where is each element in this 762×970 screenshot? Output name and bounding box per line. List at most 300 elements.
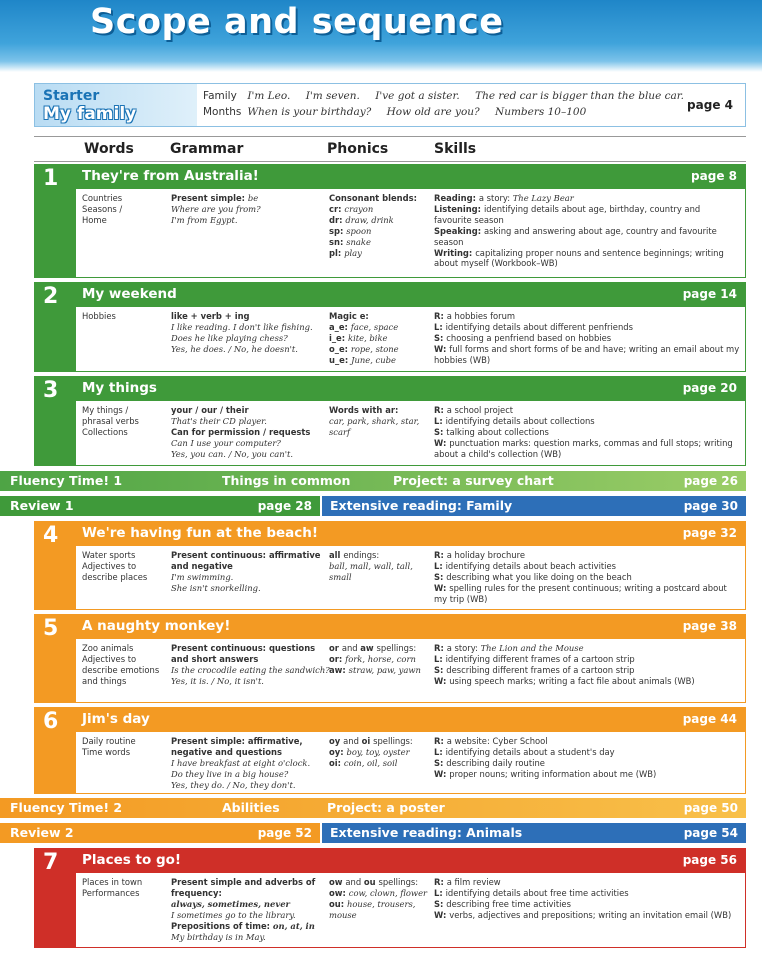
text-fragment: aw [360, 643, 377, 653]
unit-page: page 32 [682, 526, 737, 540]
extensive-reading-label: Extensive reading: Animals [330, 825, 523, 840]
text-line [434, 643, 740, 654]
text-fragment: car, park, shark, star, [329, 415, 420, 426]
review-label: Review 1 [10, 498, 74, 513]
unit-number-block [35, 165, 76, 277]
text-line [171, 643, 325, 654]
text-fragment: scarf [329, 426, 351, 437]
extensive-reading-page: page 54 [683, 826, 738, 840]
text-fragment: identifying details about age, birthday, country and favourite season [434, 203, 701, 225]
fluency-strip-2 [0, 798, 746, 818]
text-line [434, 583, 740, 605]
skills-cell [434, 193, 740, 269]
words-cell [82, 405, 166, 438]
text-line [434, 561, 740, 572]
text-line [171, 344, 325, 355]
text-line: describe emotions [82, 664, 160, 675]
text-fragment: and negative [171, 560, 233, 571]
text-fragment: using speech marks; writing a fact file about animals (WB) [449, 675, 695, 686]
text-line [329, 204, 427, 215]
text-line [434, 333, 740, 344]
text-line [329, 550, 427, 561]
text-line [434, 427, 740, 438]
words-cell [82, 550, 166, 583]
text-fragment: face, space [350, 321, 399, 332]
text-line: Countries [82, 193, 123, 203]
text-line [171, 921, 325, 932]
starter-family-key: Family [203, 90, 237, 102]
text-line [329, 226, 427, 237]
text-fragment: or: [329, 653, 346, 664]
unit-number: 6 [43, 709, 59, 734]
text-line [171, 654, 325, 665]
text-fragment: ball, mall, wall, tall, [329, 560, 413, 571]
text-fragment: L: [434, 653, 446, 664]
text-fragment: I'm from Egypt. [171, 214, 238, 225]
text-line [434, 736, 740, 747]
text-line [329, 736, 427, 747]
text-fragment: June, cube [351, 354, 396, 365]
words-cell [82, 736, 166, 758]
text-line: Performances [82, 887, 140, 898]
text-fragment: L: [434, 415, 446, 426]
text-fragment: all [329, 550, 344, 560]
text-line [434, 322, 740, 333]
text-line: Collections [82, 426, 128, 437]
fluency-page: page 50 [683, 801, 738, 815]
words-cell [82, 877, 166, 899]
fluency-topic: Abilities [222, 800, 280, 815]
text-line [434, 747, 740, 758]
text-fragment: oi [361, 736, 374, 746]
text-fragment: Where are you from? [171, 203, 261, 214]
text-fragment: Present simple: [171, 193, 248, 203]
text-fragment: verbs, adjectives and prepositions; writing an invitation email (WB) [449, 909, 732, 920]
text-fragment: The Lion and the Mouse [480, 643, 584, 653]
text-line [171, 550, 325, 561]
text-fragment: Present simple: affirmative, [171, 736, 303, 746]
text-fragment: identifying details about collections [445, 415, 595, 426]
text-fragment: W: [434, 582, 450, 593]
unit-title-bar [76, 615, 745, 639]
text-fragment: S: [434, 426, 447, 437]
grammar-cell [171, 193, 325, 226]
text-fragment: Yes, you can. / No, you can't. [171, 448, 294, 459]
text-fragment: L: [434, 321, 446, 332]
text-fragment: R: [434, 550, 447, 560]
text-line [329, 322, 427, 333]
text-fragment: endings: [343, 550, 380, 560]
text-line [171, 583, 325, 594]
text-line [434, 910, 740, 921]
unit-title: Places to go! [82, 852, 182, 868]
text-fragment: always, sometimes, never [171, 898, 290, 909]
text-line [171, 416, 325, 427]
fluency-topic: Things in common [222, 473, 351, 488]
text-line: describe places [82, 571, 148, 582]
text-fragment: oy [329, 736, 344, 746]
text-line [329, 758, 427, 769]
text-fragment: Can for permission / requests [171, 426, 311, 437]
text-line [171, 780, 325, 791]
unit-number: 5 [43, 616, 59, 641]
unit-5 [34, 614, 746, 703]
unit-title-bar [76, 377, 745, 401]
text-line [171, 758, 325, 769]
text-line: My things / [82, 405, 129, 415]
text-line [171, 676, 325, 687]
text-fragment: and short answers [171, 653, 259, 664]
extensive-reading-page: page 30 [683, 499, 738, 513]
review-page: page 28 [257, 499, 312, 513]
starter-family-item: The red car is bigger than the blue car. [475, 90, 684, 102]
fluency-strip-1 [0, 471, 746, 491]
text-fragment: I sometimes go to the library. [171, 909, 296, 920]
text-fragment: full forms and short forms of be and have; writing an email about my hobbies (WB) [434, 343, 740, 365]
extensive-reading-strip-1 [322, 496, 746, 516]
text-fragment: describing free time activities [446, 898, 571, 909]
unit-page: page 44 [682, 712, 737, 726]
skills-cell [434, 550, 740, 605]
text-line: Seasons / [82, 203, 123, 214]
text-fragment: R: [434, 736, 447, 746]
starter-months-item: How old are you? [386, 106, 480, 118]
text-fragment: a holiday brochure [446, 550, 525, 560]
text-fragment: I have breakfast at eight o'clock. [171, 757, 311, 768]
text-line [329, 877, 427, 888]
text-line [171, 427, 325, 438]
text-fragment: S: [434, 664, 447, 675]
text-fragment: The Lazy Bear [512, 193, 574, 203]
text-fragment: draw, drink [345, 214, 394, 225]
phonics-cell [329, 736, 427, 769]
unit-page: page 8 [691, 169, 737, 183]
text-line [329, 888, 427, 899]
text-line [171, 932, 325, 943]
text-line [434, 248, 740, 270]
text-line [329, 405, 427, 416]
starter-label-line2: My family [43, 104, 137, 124]
unit-title-bar [76, 165, 745, 189]
text-fragment: ow: [329, 887, 349, 898]
unit-title-bar [76, 283, 745, 307]
text-fragment: a story: [478, 193, 513, 203]
text-line [329, 193, 427, 204]
text-line: Hobbies [82, 311, 116, 321]
text-line [329, 344, 427, 355]
grammar-cell [171, 877, 325, 942]
text-fragment: identifying details about free time activities [445, 887, 629, 898]
unit-number: 2 [43, 284, 59, 309]
unit-page: page 14 [682, 287, 737, 301]
text-fragment: kite, bike [348, 332, 388, 343]
text-fragment: sn: [329, 236, 347, 247]
text-line: and things [82, 675, 127, 686]
text-fragment: a_e: [329, 321, 351, 332]
text-fragment: She isn't snorkelling. [171, 582, 261, 593]
header-grammar: Grammar [170, 141, 244, 157]
text-fragment: identifying details about beach activities [445, 560, 617, 571]
unit-number-block [35, 708, 76, 793]
text-fragment: Do they live in a big house? [171, 768, 289, 779]
text-fragment: R: [434, 643, 447, 653]
text-fragment: Reading: [434, 193, 479, 203]
text-fragment: oy: [329, 746, 347, 757]
phonics-cell [329, 193, 427, 258]
extensive-reading-strip-2 [322, 823, 746, 843]
unit-number: 1 [43, 166, 59, 191]
text-line [171, 888, 325, 899]
text-fragment: asking and answering about age, country and favourite season [434, 225, 717, 247]
unit-7 [34, 848, 746, 948]
header-phonics: Phonics [327, 141, 389, 157]
unit-number-block [35, 615, 76, 702]
text-fragment: house, trousers, [346, 898, 416, 909]
text-line [171, 561, 325, 572]
text-fragment: R: [434, 877, 447, 887]
text-fragment: your / our / their [171, 405, 249, 415]
text-line [171, 204, 325, 215]
text-fragment: spellings: [373, 736, 413, 746]
unit-3 [34, 376, 746, 466]
text-fragment: fork, horse, corn [345, 653, 416, 664]
grammar-cell [171, 643, 330, 687]
text-line [329, 572, 427, 583]
grammar-cell [171, 405, 325, 460]
unit-page: page 56 [682, 853, 737, 867]
text-fragment: W: [434, 909, 450, 920]
unit-title: My things [82, 380, 157, 396]
text-fragment: u_e: [329, 354, 352, 365]
starter-page: page 4 [687, 98, 733, 112]
text-line [329, 665, 427, 676]
text-line [434, 311, 740, 322]
text-line [329, 899, 427, 910]
text-line [329, 561, 427, 572]
text-fragment: snake [346, 236, 371, 247]
text-line: Home [82, 214, 107, 225]
text-line [434, 550, 740, 561]
text-fragment: identifying different frames of a cartoon strip [445, 653, 635, 664]
text-fragment: describing different frames of a cartoon strip [446, 664, 635, 675]
skills-cell [434, 643, 740, 687]
skills-cell [434, 405, 740, 460]
text-fragment: Does he like playing chess? [171, 332, 288, 343]
text-fragment: and [345, 877, 364, 887]
text-fragment: spelling rules for the present continuous; writing a postcard about my trip (WB) [434, 582, 727, 604]
text-line [171, 572, 325, 583]
text-fragment: small [329, 571, 352, 582]
text-fragment: be [247, 193, 259, 203]
text-fragment: or [329, 643, 342, 653]
text-fragment: S: [434, 571, 447, 582]
starter-family-item: I'm Leo. [247, 90, 291, 102]
text-line [434, 769, 740, 780]
text-fragment: spellings: [378, 877, 419, 887]
text-fragment: Present continuous: questions [171, 643, 316, 653]
text-line [434, 888, 740, 899]
text-line [171, 910, 325, 921]
text-fragment: Prepositions of time: [171, 920, 273, 931]
text-line [434, 899, 740, 910]
starter-months-key: Months [203, 106, 242, 118]
text-fragment: crayon [344, 203, 374, 214]
text-line [434, 665, 740, 676]
phonics-cell [329, 877, 427, 921]
unit-title: They're from Australia! [82, 168, 259, 184]
unit-page: page 38 [682, 619, 737, 633]
text-fragment: ou [363, 877, 379, 887]
text-fragment: aw: [329, 664, 349, 675]
text-fragment: negative and questions [171, 746, 282, 757]
text-line [171, 449, 325, 460]
text-fragment: W: [434, 343, 450, 354]
unit-1 [34, 164, 746, 278]
fluency-project: Project: a poster [327, 800, 445, 815]
text-fragment: talking about collections [446, 426, 549, 437]
text-fragment: S: [434, 332, 447, 343]
unit-2 [34, 282, 746, 372]
review-page: page 52 [257, 826, 312, 840]
text-fragment: a hobbies forum [446, 311, 516, 321]
text-line [329, 215, 427, 226]
text-line: Adjectives to [82, 653, 137, 664]
text-fragment: i_e: [329, 332, 349, 343]
text-fragment: o_e: [329, 343, 351, 354]
text-line [171, 311, 325, 322]
review-strip-1 [0, 496, 320, 516]
phonics-cell [329, 311, 427, 366]
unit-number-block [35, 522, 76, 609]
text-line [329, 747, 427, 758]
starter-months-item: When is your birthday? [247, 106, 372, 118]
text-fragment: Magic e: [329, 311, 369, 321]
text-fragment: Yes, they do. / No, they don't. [171, 779, 296, 790]
text-line [171, 747, 325, 758]
text-line [171, 215, 325, 226]
text-fragment: mouse [329, 909, 357, 920]
text-line [434, 572, 740, 583]
text-line [434, 204, 740, 226]
unit-title: We're having fun at the beach! [82, 525, 319, 541]
text-fragment: L: [434, 746, 446, 757]
text-fragment: R: [434, 311, 447, 321]
text-line [171, 769, 325, 780]
starter-label [35, 84, 197, 126]
text-fragment: pl: [329, 247, 345, 258]
text-fragment: I like reading. I don't like fishing. [171, 321, 313, 332]
text-fragment: coin, oil, soil [343, 757, 398, 768]
starter-family-item: I've got a sister. [375, 90, 460, 102]
text-line [329, 910, 427, 921]
text-fragment: a film review [446, 877, 501, 887]
text-line [329, 333, 427, 344]
unit-title: Jim's day [82, 711, 150, 727]
text-fragment: Speaking: [434, 225, 485, 236]
text-line [171, 193, 325, 204]
text-fragment: describing daily routine [446, 757, 545, 768]
page-title: Scope and sequence [90, 2, 504, 42]
text-fragment: R: [434, 405, 447, 415]
text-line: Time words [82, 746, 131, 757]
grammar-cell [171, 311, 325, 355]
unit-title-bar [76, 708, 745, 732]
text-line [171, 664, 330, 676]
text-line: Zoo animals [82, 643, 134, 653]
unit-title-bar [76, 522, 745, 546]
grammar-cell [171, 736, 325, 791]
starter-months-item: Numbers 10–100 [495, 106, 587, 118]
text-fragment: punctuation marks: question marks, commas and full stops; writing about a child's collection (WB) [434, 437, 733, 459]
review-strip-2 [0, 823, 320, 843]
text-fragment: boy, toy, oyster [346, 746, 410, 757]
text-fragment: oi: [329, 757, 344, 768]
header-skills: Skills [434, 141, 477, 157]
title-banner [0, 0, 762, 72]
text-fragment: Present continuous: affirmative [171, 550, 321, 560]
skills-cell [434, 736, 740, 780]
skills-cell [434, 877, 740, 921]
text-fragment: a story: [446, 643, 481, 653]
phonics-cell [329, 550, 427, 583]
text-fragment: spoon [346, 225, 372, 236]
text-line [329, 427, 427, 438]
text-fragment: identifying details about a student's day [445, 746, 615, 757]
text-line [434, 405, 740, 416]
unit-title: My weekend [82, 286, 177, 302]
grammar-cell [171, 550, 325, 594]
starter-months-row [203, 106, 598, 118]
text-line [171, 438, 325, 449]
text-fragment: S: [434, 898, 447, 909]
unit-number-block [35, 849, 76, 947]
unit-number-block [35, 283, 76, 371]
starter-label-line1: Starter [43, 88, 100, 104]
unit-4 [34, 521, 746, 610]
text-fragment: Listening: [434, 203, 484, 214]
words-cell [82, 311, 166, 322]
text-line [329, 654, 427, 665]
text-fragment: L: [434, 560, 446, 571]
text-fragment: ou: [329, 898, 347, 909]
text-fragment: sp: [329, 225, 347, 236]
text-fragment: cow, clown, flower [348, 887, 428, 898]
text-line [171, 405, 325, 416]
text-line [171, 322, 325, 333]
text-fragment: L: [434, 887, 446, 898]
text-line [329, 355, 427, 366]
unit-6 [34, 707, 746, 794]
text-fragment: Words with ar: [329, 405, 399, 415]
text-line: Places in town [82, 877, 143, 887]
text-line: Daily routine [82, 736, 136, 746]
text-line [171, 736, 325, 747]
text-fragment: on, at, in [272, 920, 315, 931]
text-fragment: ow [329, 877, 346, 887]
text-fragment: describing what you like doing on the beach [446, 571, 632, 582]
text-fragment: dr: [329, 214, 346, 225]
text-line [434, 344, 740, 366]
text-fragment: frequency: [171, 887, 222, 898]
unit-title: A naughty monkey! [82, 618, 231, 634]
text-line [434, 193, 740, 204]
text-fragment: That's their CD player. [171, 415, 267, 426]
text-line [329, 248, 427, 259]
text-line [171, 333, 325, 344]
text-fragment: W: [434, 675, 450, 686]
text-fragment: identifying details about different penfriends [445, 321, 633, 332]
text-line [434, 676, 740, 687]
